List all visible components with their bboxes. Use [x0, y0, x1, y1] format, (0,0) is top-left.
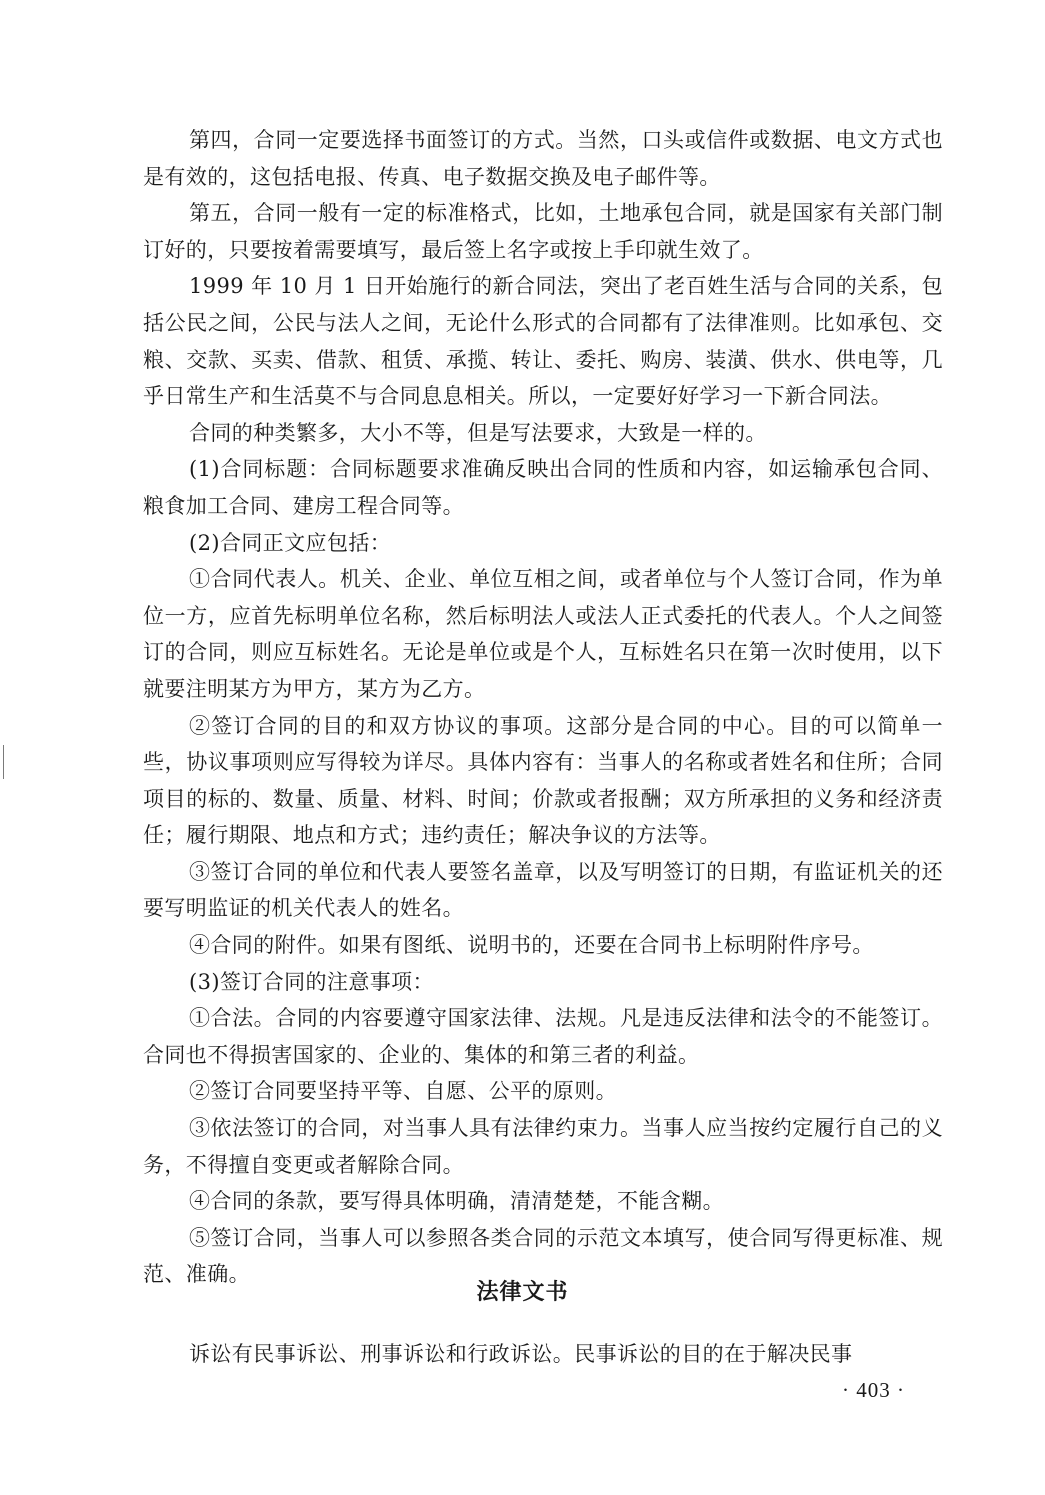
paragraph: ⑤签订合同，当事人可以参照各类合同的示范文本填写，使合同写得更标准、规范、准确。 [143, 1225, 943, 1287]
paragraph: ③依法签订的合同，对当事人具有法律约束力。当事人应当按约定履行自己的义务，不得擅自变更或者解除合同。 [143, 1116, 943, 1177]
paragraph: (1)合同标题：合同标题要求准确反映出合同的性质和内容，如运输承包合同、粮食加工合同、建房工程合同等。 [143, 457, 943, 518]
paragraph: ④合同的条款，要写得具体明确，清清楚楚，不能含糊。 [189, 1189, 724, 1214]
paragraph: 1999 年 10 月 1 日开始施行的新合同法，突出了老百姓生活与合同的关系，包括公民之间，公民与法人之间，无论什么形式的合同都有了法律准则。比如承包、交粮、交款、买卖、借款、租赁、承揽、转让、委托、购房、装潢、供水、供电等，几乎日常生产和生活莫不与合同息息相关。所以，一定要好好学习一下新合同法。 [143, 274, 943, 409]
scan-edge-mark [3, 745, 4, 779]
paragraph: 第四，合同一定要选择书面签订的方式。当然，口头或信件或数据、电文方式也是有效的，这包括电报、传真、电子数据交换及电子邮件等。 [143, 128, 943, 189]
paragraph: (2)合同正文应包括： [189, 530, 392, 555]
body-text [143, 122, 943, 1293]
paragraph: ②签订合同要坚持平等、自愿、公平的原则。 [189, 1079, 617, 1104]
paragraph: 诉讼有民事诉讼、刑事诉讼和行政诉讼。民事诉讼的目的在于解决民事 [189, 1342, 853, 1366]
paragraph: ②签订合同的目的和双方协议的事项。这部分是合同的中心。目的可以简单一些，协议事项则应写得较为详尽。具体内容有：当事人的名称或者姓名和住所；合同项目的标的、数量、质量、材料、时间；价款或者报酬；双方所承担的义务和经济责任；履行期限、地点和方式；违约责任；解决争议的方法等。 [143, 713, 943, 848]
paragraph: ①合法。合同的内容要遵守国家法律、法规。凡是违反法律和法令的不能签订。合同也不得损害国家的、企业的、集体的和第三者的利益。 [143, 1006, 943, 1067]
paragraph: 第五，合同一般有一定的标准格式，比如，土地承包合同，就是国家有关部门制订好的，只要按着需要填写，最后签上名字或按上手印就生效了。 [143, 201, 943, 262]
paragraph: 合同的种类繁多，大小不等，但是写法要求，大致是一样的。 [189, 420, 767, 445]
section-title: 法律文书 [476, 1280, 569, 1305]
page-number: · 403 · [842, 1378, 905, 1402]
paragraph: ④合同的附件。如果有图纸、说明书的，还要在合同书上标明附件序号。 [189, 933, 874, 958]
paragraph: (3)签订合同的注意事项： [189, 969, 434, 994]
paragraph: ③签订合同的单位和代表人要签名盖章，以及写明签订的日期，有监证机关的还要写明监证的机关代表人的姓名。 [143, 859, 943, 921]
section-body [143, 1336, 943, 1373]
paragraph: ①合同代表人。机关、企业、单位互相之间，或者单位与个人签订合同，作为单位一方，应首先标明单位名称，然后标明法人或法人正式委托的代表人。个人之间签订的合同，则应互标姓名。无论是单位或是个人，互标姓名只在第一次时使用，以下就要注明某方为甲方，某方为乙方。 [143, 567, 943, 701]
